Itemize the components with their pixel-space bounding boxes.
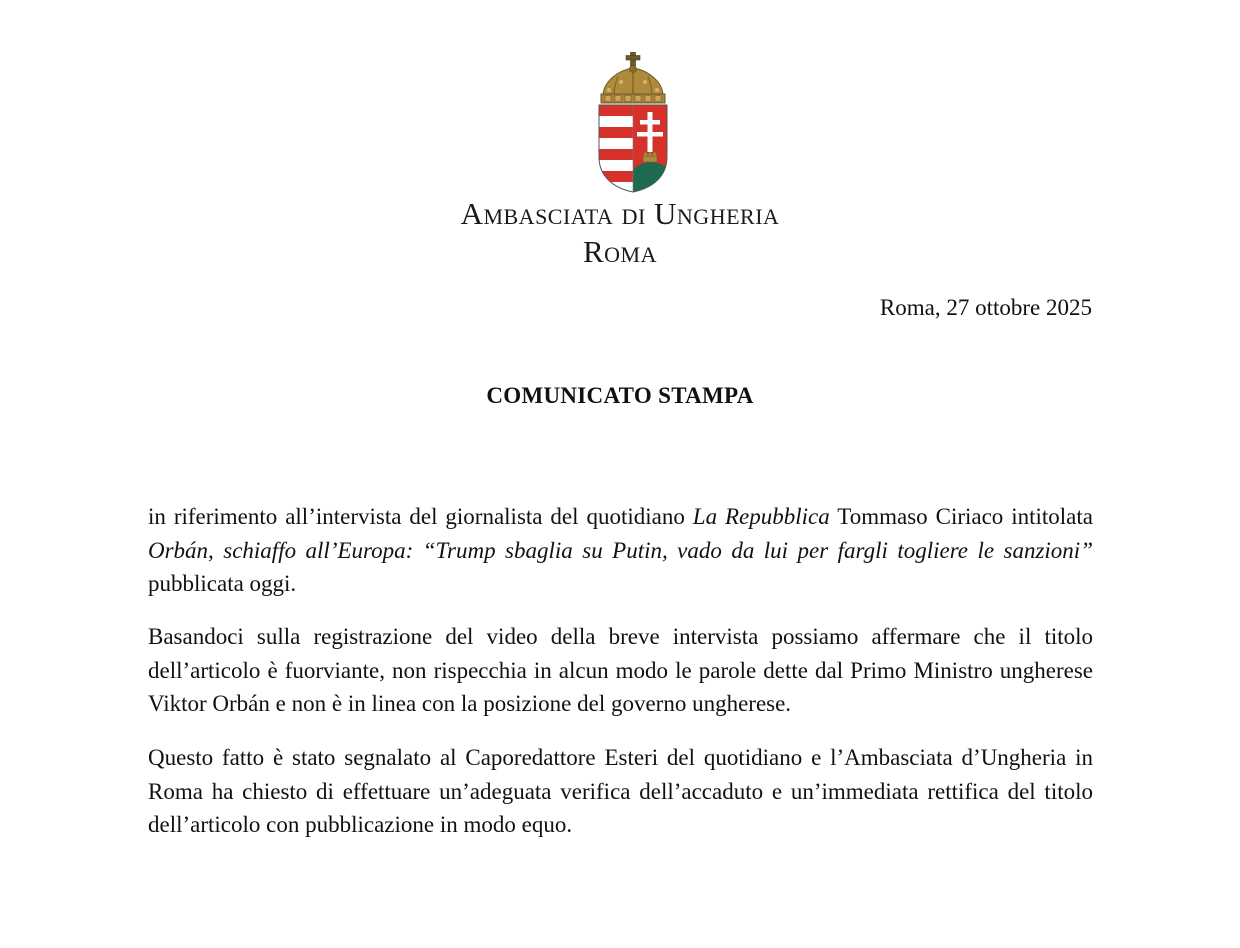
embassy-city: Roma	[582, 234, 657, 269]
paragraph-1	[148, 500, 1093, 601]
paragraph-1-text-b: Tommaso Ciriaco intitolata	[829, 504, 1093, 529]
paragraph-1-text-c: pubblicata oggi.	[148, 571, 297, 596]
paragraph-2	[148, 620, 1093, 721]
paragraph-3-text: Questo fatto è stato segnalato al Caporedattore Esteri del quotidiano e l’Ambasciata d’Ungheria in Roma ha chiesto di effettuare un’adeguata verifica dell’accaduto e un’immediata rettifica del titolo dell’articolo con pubblicazione in modo equo.	[148, 745, 1093, 837]
article-title: Orbán, schiaffo all’Europa: “Trump sbaglia su Putin, vado da lui per fargli togliere le sanzioni”	[148, 537, 1093, 563]
newspaper-name: La Repubblica	[692, 504, 830, 529]
coat-of-arms-icon	[593, 52, 673, 194]
embassy-name: Ambasciata di Ungheria	[460, 196, 780, 231]
document-title: COMUNICATO STAMPA	[486, 383, 754, 408]
paragraph-2-text: Basandoci sulla registrazione del video della breve intervista possiamo affermare che il titolo dell’articolo è fuorviante, non rispecchia in alcun modo le parole dette dal Primo Ministro ungherese Viktor Orbán e non è in linea con la posizione del governo ungherese.	[148, 624, 1093, 716]
paragraph-1-text-a: in riferimento all’intervista del giornalista del quotidiano	[148, 504, 693, 529]
document-date: Roma, 27 ottobre 2025	[879, 295, 1092, 320]
paragraph-3	[148, 741, 1093, 842]
